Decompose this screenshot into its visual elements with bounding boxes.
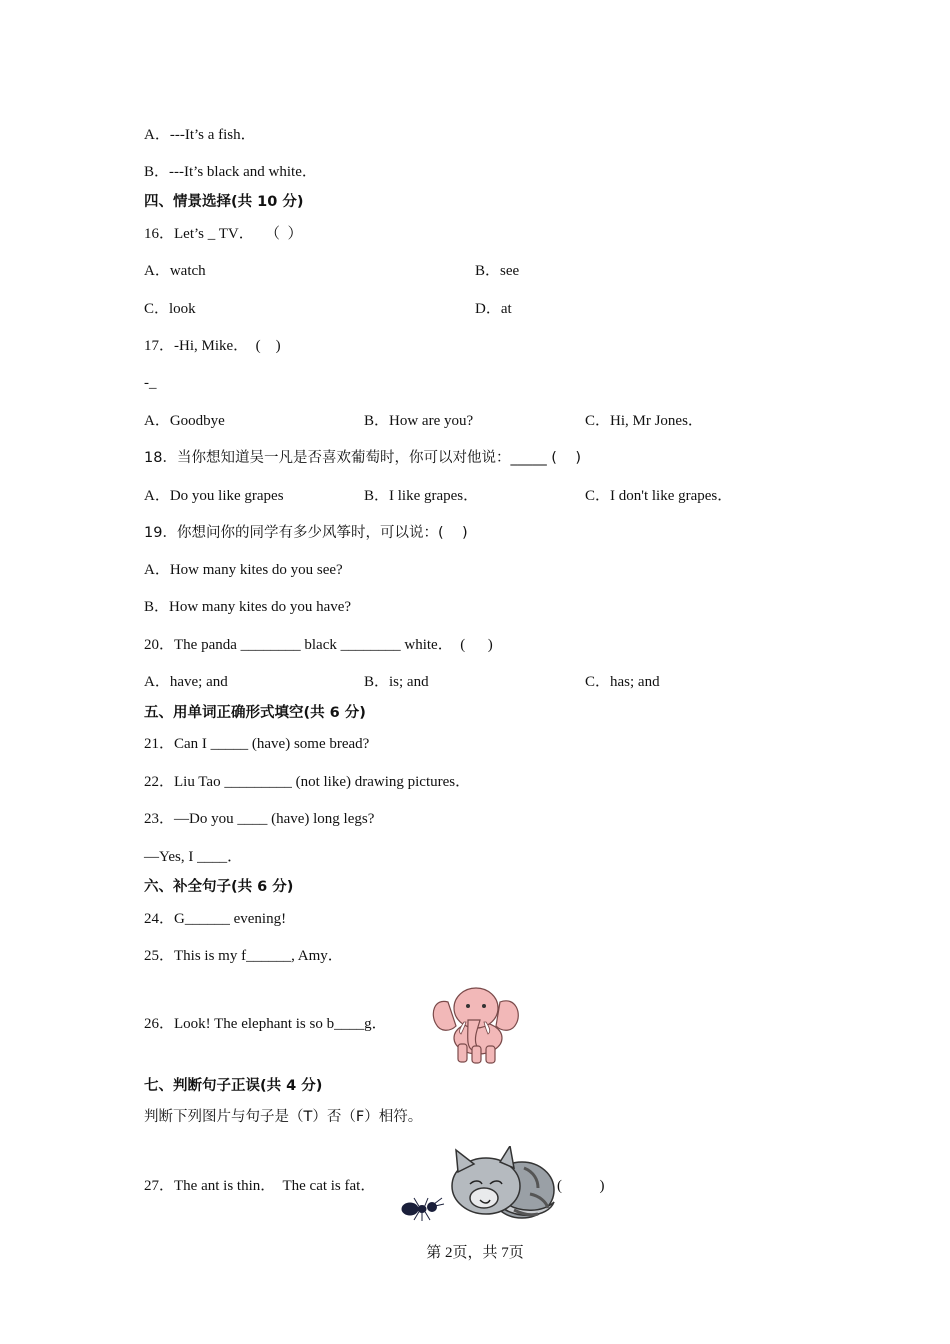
q23-text: 23．—Do you ____ (have) long legs? <box>144 811 375 827</box>
q20-option-a: A．have; and <box>144 674 228 690</box>
section-6-heading: 六、补全句子(共 6 分) <box>144 879 294 895</box>
q27-text: 27．The ant is thin． The cat is fat． <box>144 1178 376 1194</box>
q17-option-a: A．Goodbye <box>144 413 225 429</box>
q19-option-a: A．How many kites do you see? <box>144 562 343 578</box>
q25-text: 25．This is my f______, Amy． <box>144 948 343 964</box>
elephant-illustration <box>428 980 524 1066</box>
page-footer: 第 2页，共 7页 <box>426 1245 524 1261</box>
q20-option-c: C．has; and <box>585 674 660 690</box>
q15-option-b: B．---It’s black and white． <box>144 164 317 180</box>
q15-option-a: A．---It’s a fish． <box>144 127 256 143</box>
q21-text: 21．Can I _____ (have) some bread? <box>144 736 370 752</box>
q26-text: 26．Look! The elephant is so b____g． <box>144 1016 387 1032</box>
q16-option-d: D．at <box>475 301 512 317</box>
section-7-heading: 七、判断句子正误(共 4 分) <box>144 1078 323 1094</box>
q24-text: 24．G______ evening! <box>144 911 287 927</box>
cat-illustration <box>444 1146 558 1226</box>
q17-option-c: C．Hi, Mr Jones． <box>585 413 703 429</box>
q18-text: 18．当你想知道吴一凡是否喜欢葡萄时，你可以对他说：_____ ( ) <box>144 450 582 466</box>
q17-text: 17．-Hi, Mike． ( ) <box>144 338 281 354</box>
q16-option-c: C．look <box>144 301 196 317</box>
q22-text: 22．Liu Tao _________ (not like) drawing pictures． <box>144 774 471 790</box>
q16-option-b: B．see <box>475 263 520 279</box>
q20-option-b: B．is; and <box>364 674 429 690</box>
q18-option-b: B．I like grapes． <box>364 488 479 504</box>
section-7-instructions: 判断下列图片与句子是（T）否（F）相符。 <box>144 1109 423 1125</box>
q18-option-a: A．Do you like grapes <box>144 488 284 504</box>
q18-option-c: C．I don't like grapes． <box>585 488 733 504</box>
q16-option-a: A．watch <box>144 263 206 279</box>
q19-text: 19．你想问你的同学有多少风筝时，可以说：( ) <box>144 525 468 541</box>
q27-answer-paren: ( ) <box>557 1178 605 1194</box>
section-4-heading: 四、情景选择(共 10 分) <box>144 194 304 210</box>
q17-blank: -_ <box>144 375 157 391</box>
q19-option-b: B．How many kites do you have? <box>144 599 352 615</box>
q20-text: 20．The panda ________ black ________ white． ( ) <box>144 637 493 653</box>
q23-reply: —Yes, I ____． <box>144 849 243 865</box>
q17-option-b: B．How are you? <box>364 413 474 429</box>
section-5-heading: 五、用单词正确形式填空(共 6 分) <box>144 705 366 721</box>
q16-text: 16．Let’s _ TV． （ ） <box>144 226 303 242</box>
ant-illustration <box>400 1196 446 1222</box>
